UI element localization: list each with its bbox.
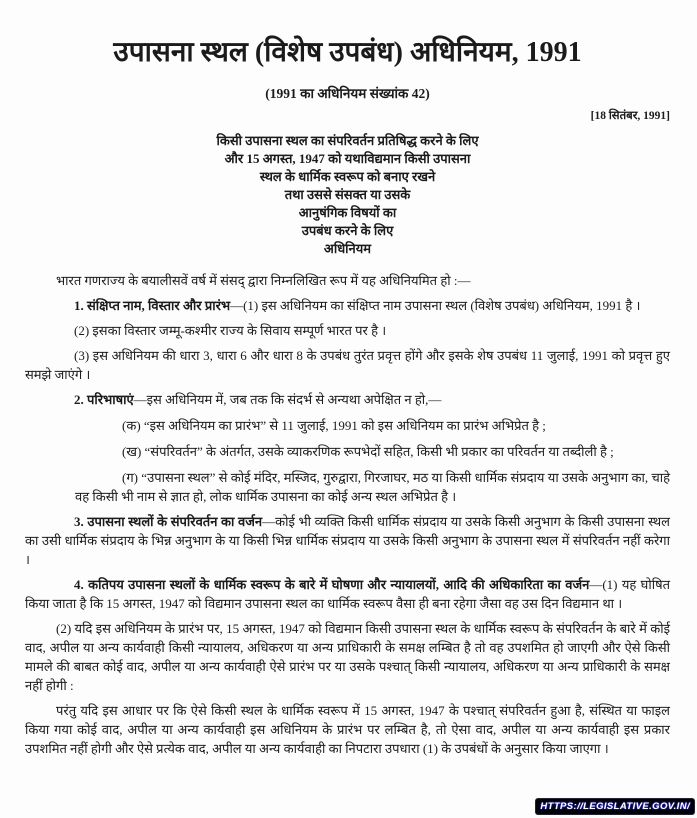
section-1-heading: 1. संक्षिप्त नाम, विस्तार और प्रारंभ: [74, 298, 231, 313]
act-title: उपासना स्थल (विशेष उपबंध) अधिनियम, 1991: [113, 37, 582, 68]
preamble-line: अधिनियम: [323, 241, 372, 256]
preamble: [25, 132, 670, 258]
section-4-para: [25, 575, 670, 613]
section-2-heading: 2. परिभाषाएं: [74, 392, 134, 407]
section-4-subsection-2: (2) यदि इस अधिनियम के प्रारंभ पर, 15 अगस्त, 1947 को विद्यमान किसी उपासना स्थल के धार्मिक स्वरूप के संपरिवर्तन के बारे में कोई वाद, अपील या अन्य कार्यवाही किसी न्यायालय, अधिकरण या अन्य प्राधिकारी के समक्ष लम्बित है तो वह उपशमित हो जाएगी और ऐसे किसी मामले की बाबत कोई वाद, अपील या अन्य कार्यवाही ऐसे प्रारंभ पर या उसके पश्चात् किसी न्यायालय, अधिकरण या अन्य प्राधिकारी के समक्ष नहीं होगी :: [25, 621, 670, 693]
act-number: (1991 का अधिनियम संख्यांक 42): [265, 86, 430, 101]
section-3-heading: 3. उपासना स्थलों के संपरिवर्तन का वर्जन: [74, 514, 263, 529]
section-1-para: [25, 296, 670, 315]
preamble-line: आनुषंगिक विषयों का: [298, 205, 397, 220]
section-2-text: —इस अधिनियम में, जब तक कि संदर्भ से अन्यथा अपेक्षित न हो,—: [133, 392, 442, 407]
section-2-clause-ga: (ग) “उपासना स्थल” से कोई मंदिर, मस्जिद, गुरुद्वारा, गिरजाघर, मठ या किसी धार्मिक संप्रदाय या उसके अनुभाग का, चाहे वह किसी भी नाम से ज्ञात हो, लोक धार्मिक उपासना का कोई अन्य स्थल अभिप्रेत है ।: [75, 470, 670, 504]
preamble-line: और 15 अगस्त, 1947 को यथाविद्यमान किसी उपासना: [224, 151, 471, 166]
section-4-proviso: परंतु यदि इस आधार पर कि ऐसे किसी स्थल के धार्मिक स्वरूप में 15 अगस्त, 1947 के पश्चात् संपरिवर्तन हुआ है, संस्थित या फाइल किया गया कोई वाद, अपील या अन्य कार्यवाही इस अधिनियम के प्रारंभ पर लम्बित है, तो ऐसा वाद, अपील या अन्य कार्यवाही इस प्रकार उपशमित नहीं होगी और ऐसे प्रत्येक वाद, अपील या अन्य कार्यवाही का निपटारा उपधारा (1) के उपबंधों के अनुसार किया जाएगा ।: [25, 703, 670, 756]
section-2-clause-kha: (ख) “संपरिवर्तन” के अंतर्गत, उसके व्याकरणिक रूपभेदों सहित, किसी भी प्रकार का परिवर्तन या तब्दीली है ;: [122, 444, 614, 459]
section-3-para: [25, 512, 670, 569]
section-4-text: —(1) यह घोषित किया जाता है कि 15 अगस्त, 1947 को विद्यमान उपासना स्थल का धार्मिक स्वरूप वैसा ही बना रहेगा जैसा वह उस दिन विद्यमान था ।: [25, 577, 670, 611]
preamble-line: उपबंध करने के लिए: [301, 223, 394, 238]
section-4-heading: 4. कतिपय उपासना स्थलों के धार्मिक स्वरूप के बारे में घोषणा और न्यायालयों, आदि की अधिकारिता का वर्जन: [74, 577, 590, 592]
assent-date: [18 सितंबर, 1991]: [590, 110, 670, 122]
section-1-text: —(1) इस अधिनियम का संक्षिप्त नाम उपासना स्थल (विशेष उपबंध) अधिनियम, 1991 है ।: [230, 298, 641, 313]
preamble-line: तथा उससे संसक्त या उसके: [284, 187, 411, 202]
preamble-line: स्थल के धार्मिक स्वरूप को बनाए रखने: [259, 169, 436, 184]
enacting-clause: भारत गणराज्य के बयालीसवें वर्ष में संसद् द्वारा निम्नलिखित रूप में यह अधिनियमित हो :—: [56, 273, 471, 288]
section-1-subsection-2: (2) इसका विस्तार जम्मू-कश्मीर राज्य के सिवाय सम्पूर्ण भारत पर है ।: [74, 323, 387, 338]
section-3-text: —कोई भी व्यक्ति किसी धार्मिक संप्रदाय या उसके किसी अनुभाग के किसी उपासना स्थल का उसी धार्मिक संप्रदाय के भिन्न अनुभाग के या किसी भिन्न धार्मिक संप्रदाय या उसके किसी अनुभाग के उपासना स्थल में संपरिवर्तन नहीं करेगा ।: [25, 514, 670, 567]
section-1-subsection-3: (3) इस अधिनियम की धारा 3, धारा 6 और धारा 8 के उपबंध तुरंत प्रवृत्त होंगे और इसके शेष उपबंध 11 जुलाई, 1991 को प्रवृत्त हुए समझे जाएंगे ।: [25, 348, 670, 382]
preamble-line: किसी उपासना स्थल का संपरिवर्तन प्रतिषिद्ध करने के लिए: [216, 133, 479, 148]
section-2-clause-ka: (क) “इस अधिनियम का प्रारंभ” से 11 जुलाई, 1991 को इस अधिनियम का प्रारंभ अभिप्रेत है ;: [122, 418, 546, 433]
section-2-para: [25, 390, 670, 409]
source-watermark: HTTPS://LEGISLATIVE.GOV.IN/: [536, 799, 694, 814]
